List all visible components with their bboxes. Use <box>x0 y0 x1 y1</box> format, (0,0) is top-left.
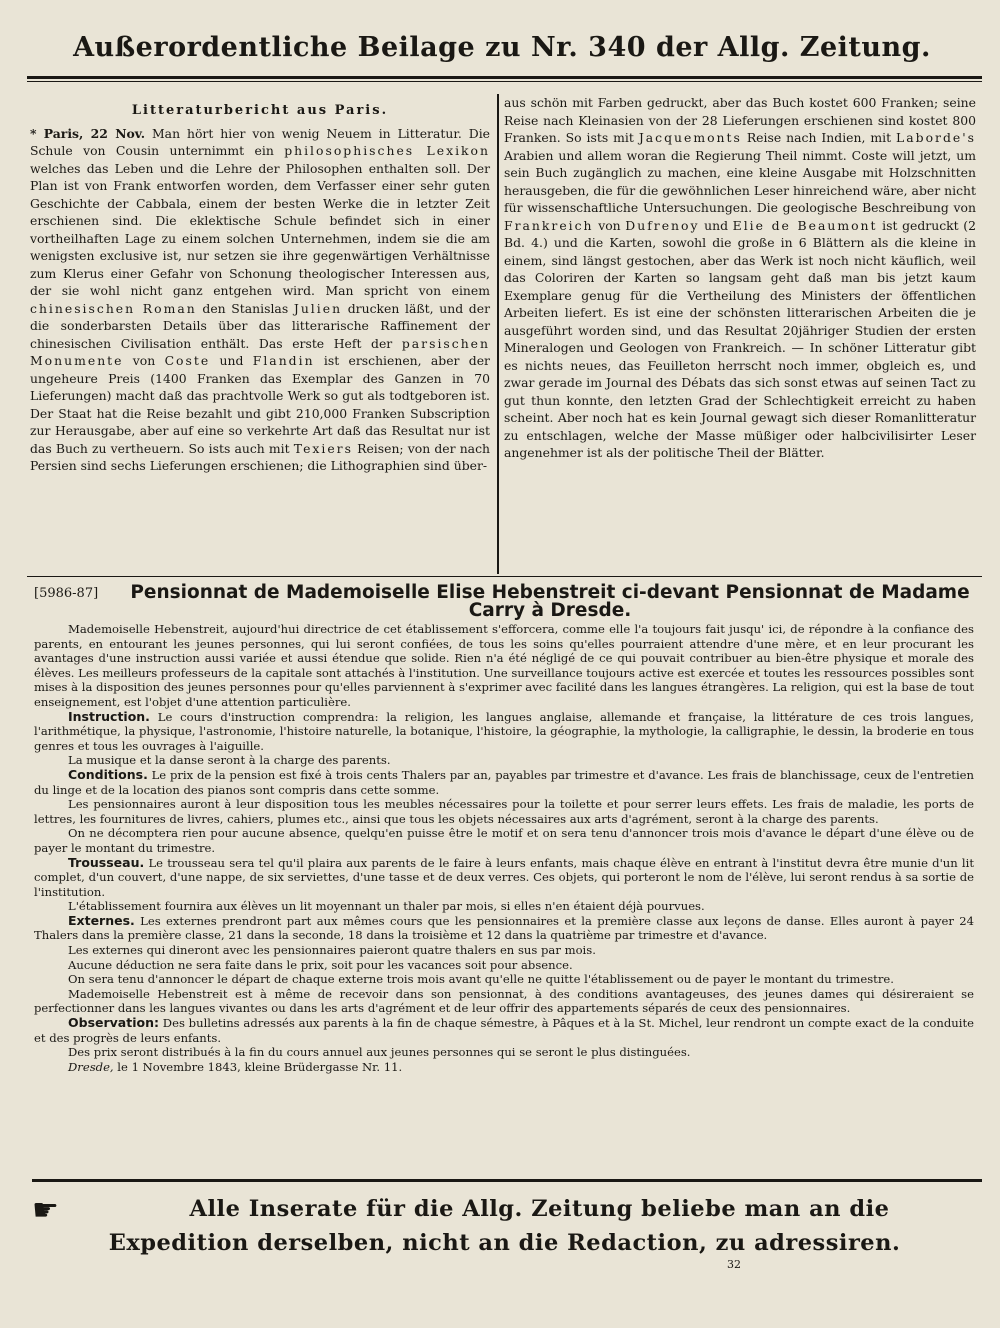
advertisement <box>34 584 974 1074</box>
ad-intro: Mademoiselle Hebenstreit, aujourd'hui directrice de cet établissement s'efforcera, comme elle l'a toujours fait jusqu' ici, de répondre à la confiance des parents, en entourant les jeunes personnes, qui lui seront confiées, de tous les soins qu'elles pourraient attendre d'une mère, et en leur procurant les avantages d'une instruction aussi variée et aussi étendue que solide. Rien n'a été négligé de ce qui pouvait contribuer au bien-être physique et morale des élèves. Les meilleurs professeurs de la capitale sont attachés à l'institution. Une surveillance toujours active est exercée et toutes les ressources possibles sont mises à la disposition des jeunes personnes pour qu'elles parviennent à s'exprimer avec facilité dans les langues étrangères. La religion, qui est la base de tout enseignement, est l'objet d'une attention particulière. <box>34 622 974 709</box>
text-run: Reise nach Indien, mit <box>741 130 897 145</box>
spaced-term: Dufrenoy <box>625 217 700 233</box>
text-run: von <box>123 353 165 368</box>
ad-conditions <box>34 768 974 797</box>
dateline: * Paris, 22 Nov. <box>30 125 146 141</box>
ad-paragraph: On ne décomptera rien pour aucune absence, quelqu'en puisse être le motif et on sera tenu d'annoncer trois mois d'avance le départ d'une élève ou de payer le montant du trimestre. <box>34 826 974 855</box>
section-heading: Conditions. <box>68 766 148 782</box>
spaced-term: Flandin <box>252 353 315 368</box>
report-left-column <box>30 94 490 475</box>
signoff-city: Dresde, <box>68 1059 114 1074</box>
text-run: Reisen; von der nach Persien sind sechs Lieferungen erschienen; die Lithographien sind über- <box>30 440 490 473</box>
section-text: Les externes prendront part aux mêmes cours que les pensionnaires et la première classe aux leçons de danse. Elles auront à payer 24 Thalers dans la première classe, 21 dans la seconde, 18 dans la troisième et 12 dans la quatrième par trimestre et d'avance. <box>34 913 974 943</box>
section-text: Le prix de la pension est fixé à trois cents Thalers par an, payables par trimestre et d'avance. Les frais de blanchissage, ceux de l'entretien du linge et de la location des pianos sont compris dans cette somme. <box>34 767 974 797</box>
ad-paragraph: Les externes qui dineront avec les pensionnaires paieront quatre thalers en sus par mois. <box>68 943 596 958</box>
text-run: und <box>699 217 733 233</box>
section-heading: Observation: <box>68 1015 159 1031</box>
section-text: Le trousseau sera tel qu'il plaira aux parents de le faire à leurs enfants, mais chaque élève en entrant à l'institut devra être munie d'un lit complet, d'un couvert, d'une nappe, de six serviettes, d'une tasse et de deux verres. Ces objets, qui porteront le nom de l'élève, lui seront rendus à sa sortie de l'institution. <box>34 855 974 899</box>
ad-header <box>34 584 974 620</box>
spaced-term: parsischen Monumente <box>30 335 490 368</box>
text-run: und <box>210 353 253 368</box>
ad-paragraph: Mademoiselle Hebenstreit est à même de recevoir dans son pensionnat, à des conditions avantageuses, des jeunes dames qui désireraient se perfectionner dans les langues vivantes ou dans les arts d'agrément et de leur offrir des appartements séparés de ceux des pensionnaires. <box>34 986 974 1016</box>
spaced-term: Jacquemonts <box>638 130 742 145</box>
masthead-rule-thin <box>27 81 982 82</box>
report-title: Litteraturbericht aus Paris. <box>131 103 389 118</box>
ad-paragraph: On sera tenu d'annoncer le départ de chaque externe trois mois avant qu'elle ne quitte l'établissement ou de payer le montant du trimestre. <box>68 972 894 987</box>
ad-paragraph: L'établissement fournira aux élèves un lit moyennant un thaler par mois, si elles n'en étaient déjà pourvues. <box>68 899 705 914</box>
text-run: Arabien und allem woran die Regierung Theil nimmt. Coste will jetzt, um sein Buch zugänglich zu machen, eine kleine Ausgabe mit Holzschnitten herausgeben, die für die gewöhnlichen Leser hinreichend wäre, aber nicht für wissenschaftliche Untersuchungen. Die geologische Beschreibung von <box>504 147 976 215</box>
text-run: drucken läßt, und der die sonderbarsten Details über das litterarische Raffinement der chinesischen Civilisation enthält. Das erste Heft der <box>30 300 490 351</box>
ad-paragraph: Aucune déduction ne sera faite dans le prix, soit pour les vacances soit pour absence. <box>68 957 573 972</box>
ad-observation <box>34 1016 974 1045</box>
spaced-term: Elie de Beaumont <box>732 217 878 233</box>
text-run: ist gedruckt (2 Bd. 4.) und die Karten, sowohl die große in 6 Blättern als die kleine in einem, sind längst gestochen, aber das Werk ist noch nicht käuflich, weil das Coloriren der Karten so langsam geht daß man bis jetzt kaum Exemplare genug für die Vertheilung des Ministers der öffentlichen Arbeiten liefert. Es ist eine der schönsten litterarischen Arbeiten die je ausgeführt worden sind, und das Resultat 20jähriger Studien der ersten Mineralogen und Geologen von Frankreich. — In schöner Litteratur gibt es nichts neues, das Feuilleton herrscht noch immer, obgleich es, und zwar gerade im Journal des Débats das sich sonst etwas auf seinen Tact zu gut thun konnte, den letzten Grad der Schlechtigkeit erreicht zu haben scheint. Aber noch hat es kein Journal gewagt sich dieser Romanlitteratur zu entschlagen, welche der Masse müßiger oder halbcivilisirter Leser angenehmer ist als der politische Theil der Blätter. <box>504 217 976 460</box>
ad-number: [5986-87] <box>34 586 99 601</box>
report-text-right <box>504 94 976 462</box>
spaced-term: Laborde's <box>896 130 976 145</box>
text-run: Man hört hier von wenig Neuem in Litteratur. Die Schule von Cousin unternimmt ein <box>30 125 490 158</box>
report-text-left <box>30 125 490 475</box>
section-heading: Trousseau. <box>68 854 145 870</box>
ad-externes <box>34 914 974 943</box>
column-divider <box>497 94 499 574</box>
ad-instruction <box>34 710 974 754</box>
spaced-term: Julien <box>293 300 343 316</box>
ad-paragraph: Les pensionnaires auront à leur disposition tous les meubles nécessaires pour la toilette et pour serrer leurs effets. Les frais de maladie, les ports de lettres, les fournitures de livres, cahiers, plumes etc., ainsi que tous les objets nécessaires aux arts d'agrément, seront à la charge des parents. <box>34 797 974 826</box>
footer-notice <box>32 1192 977 1260</box>
newspaper-page <box>22 14 982 1314</box>
text-run: von <box>593 217 626 233</box>
text-run: ist erschienen, aber der ungeheure Preis (1400 Franken das Exemplar des Ganzen in 70 Lieferungen) macht daß das prachtvolle Werk so gut als todtgeboren ist. Der Staat hat die Reise bezahlt und gibt 210,000 Franken Subscription zur Herausgabe, aber auf eine so verkehrte Art daß das Resultat nur ist das Buch zu vertheuern. So ists auch mit <box>30 353 490 456</box>
text-run: welches das Leben und die Lehre der Philosophen enthalten soll. Der Plan ist von Frank entworfen worden, dem Verfasser einer sehr guten Geschichte der Cabbala, einem der besten Werke die in letzter Zeit erschienen sind. Die eklektische Schule befindet sich in einer vortheilhaften Lage zu einem solchen Unternehmen, indem sie die am wenigsten exclusive ist, nur setzen sie ihre gegenwärtigen Verhältnisse zum Klerus einer Gefahr von Schonung theologischer Interessen aus, der sie wohl nicht ganz entgehen wird. Man spricht von einem <box>30 160 490 298</box>
ad-title: Pensionnat de Mademoiselle Elise Hebenstreit ci-devant Pensionnat de Madame Carry à Dresde. <box>130 582 970 621</box>
footer-rule <box>32 1179 982 1182</box>
footer-line-2: Expedition derselben, nicht an die Redaction, zu adressiren. <box>108 1230 901 1256</box>
report-columns <box>30 94 976 574</box>
ad-trousseau <box>34 856 974 900</box>
pointing-hand-icon: ☛ <box>32 1193 59 1228</box>
section-text: Le cours d'instruction comprendra: la religion, les langues anglaise, allemande et française, la littérature de ces trois langues, l'arithmétique, la physique, l'astronomie, l'histoire naturelle, la botanique, l'histoire, la géographie, la mythologie, la calligraphie, le dessin, la broderie en tous genres et tous les ouvrages à l'aiguille. <box>34 709 974 753</box>
report-right-column <box>504 94 976 462</box>
spaced-term: Coste <box>164 353 211 368</box>
footer-line-1: Alle Inserate für die Allg. Zeitung beliebe man an die <box>189 1196 890 1222</box>
page-number: 32 <box>727 1258 741 1271</box>
section-text: Des bulletins adressés aux parents à la fin de chaque sémestre, à Pâques et à la St. Michel, leur rendront un compte exact de la conduite et des progrès de leurs enfants. <box>34 1016 974 1045</box>
section-heading: Externes. <box>68 912 135 928</box>
text-run: aus schön mit Farben gedruckt, aber das Buch kostet 600 Franken; seine Reise nach Kleinasien von der 28 Lieferungen erschienen sind kostet 800 Franken. So ists mit <box>504 95 976 145</box>
ad-body <box>34 622 974 1074</box>
masthead: Außerordentliche Beilage zu Nr. 340 der Allg. Zeitung. <box>73 32 931 63</box>
spaced-term: Frankreich <box>504 217 594 233</box>
spaced-term: chinesischen Roman <box>30 300 197 316</box>
spaced-term: philosophisches Lexikon <box>284 143 490 158</box>
section-heading: Instruction. <box>68 708 150 724</box>
ad-signoff <box>34 1060 974 1075</box>
masthead-rule <box>27 76 982 79</box>
text-run: den Stanislas <box>196 300 294 316</box>
signoff-text: le 1 Novembre 1843, kleine Brüdergasse Nr. 11. <box>113 1059 403 1074</box>
ad-music: La musique et la danse seront à la charge des parents. <box>68 753 391 768</box>
section-rule <box>27 576 982 577</box>
spaced-term: Texiers <box>293 440 353 456</box>
ad-paragraph: Des prix seront distribués à la fin du cours annuel aux jeunes personnes qui se seront le plus distinguées. <box>68 1045 691 1060</box>
